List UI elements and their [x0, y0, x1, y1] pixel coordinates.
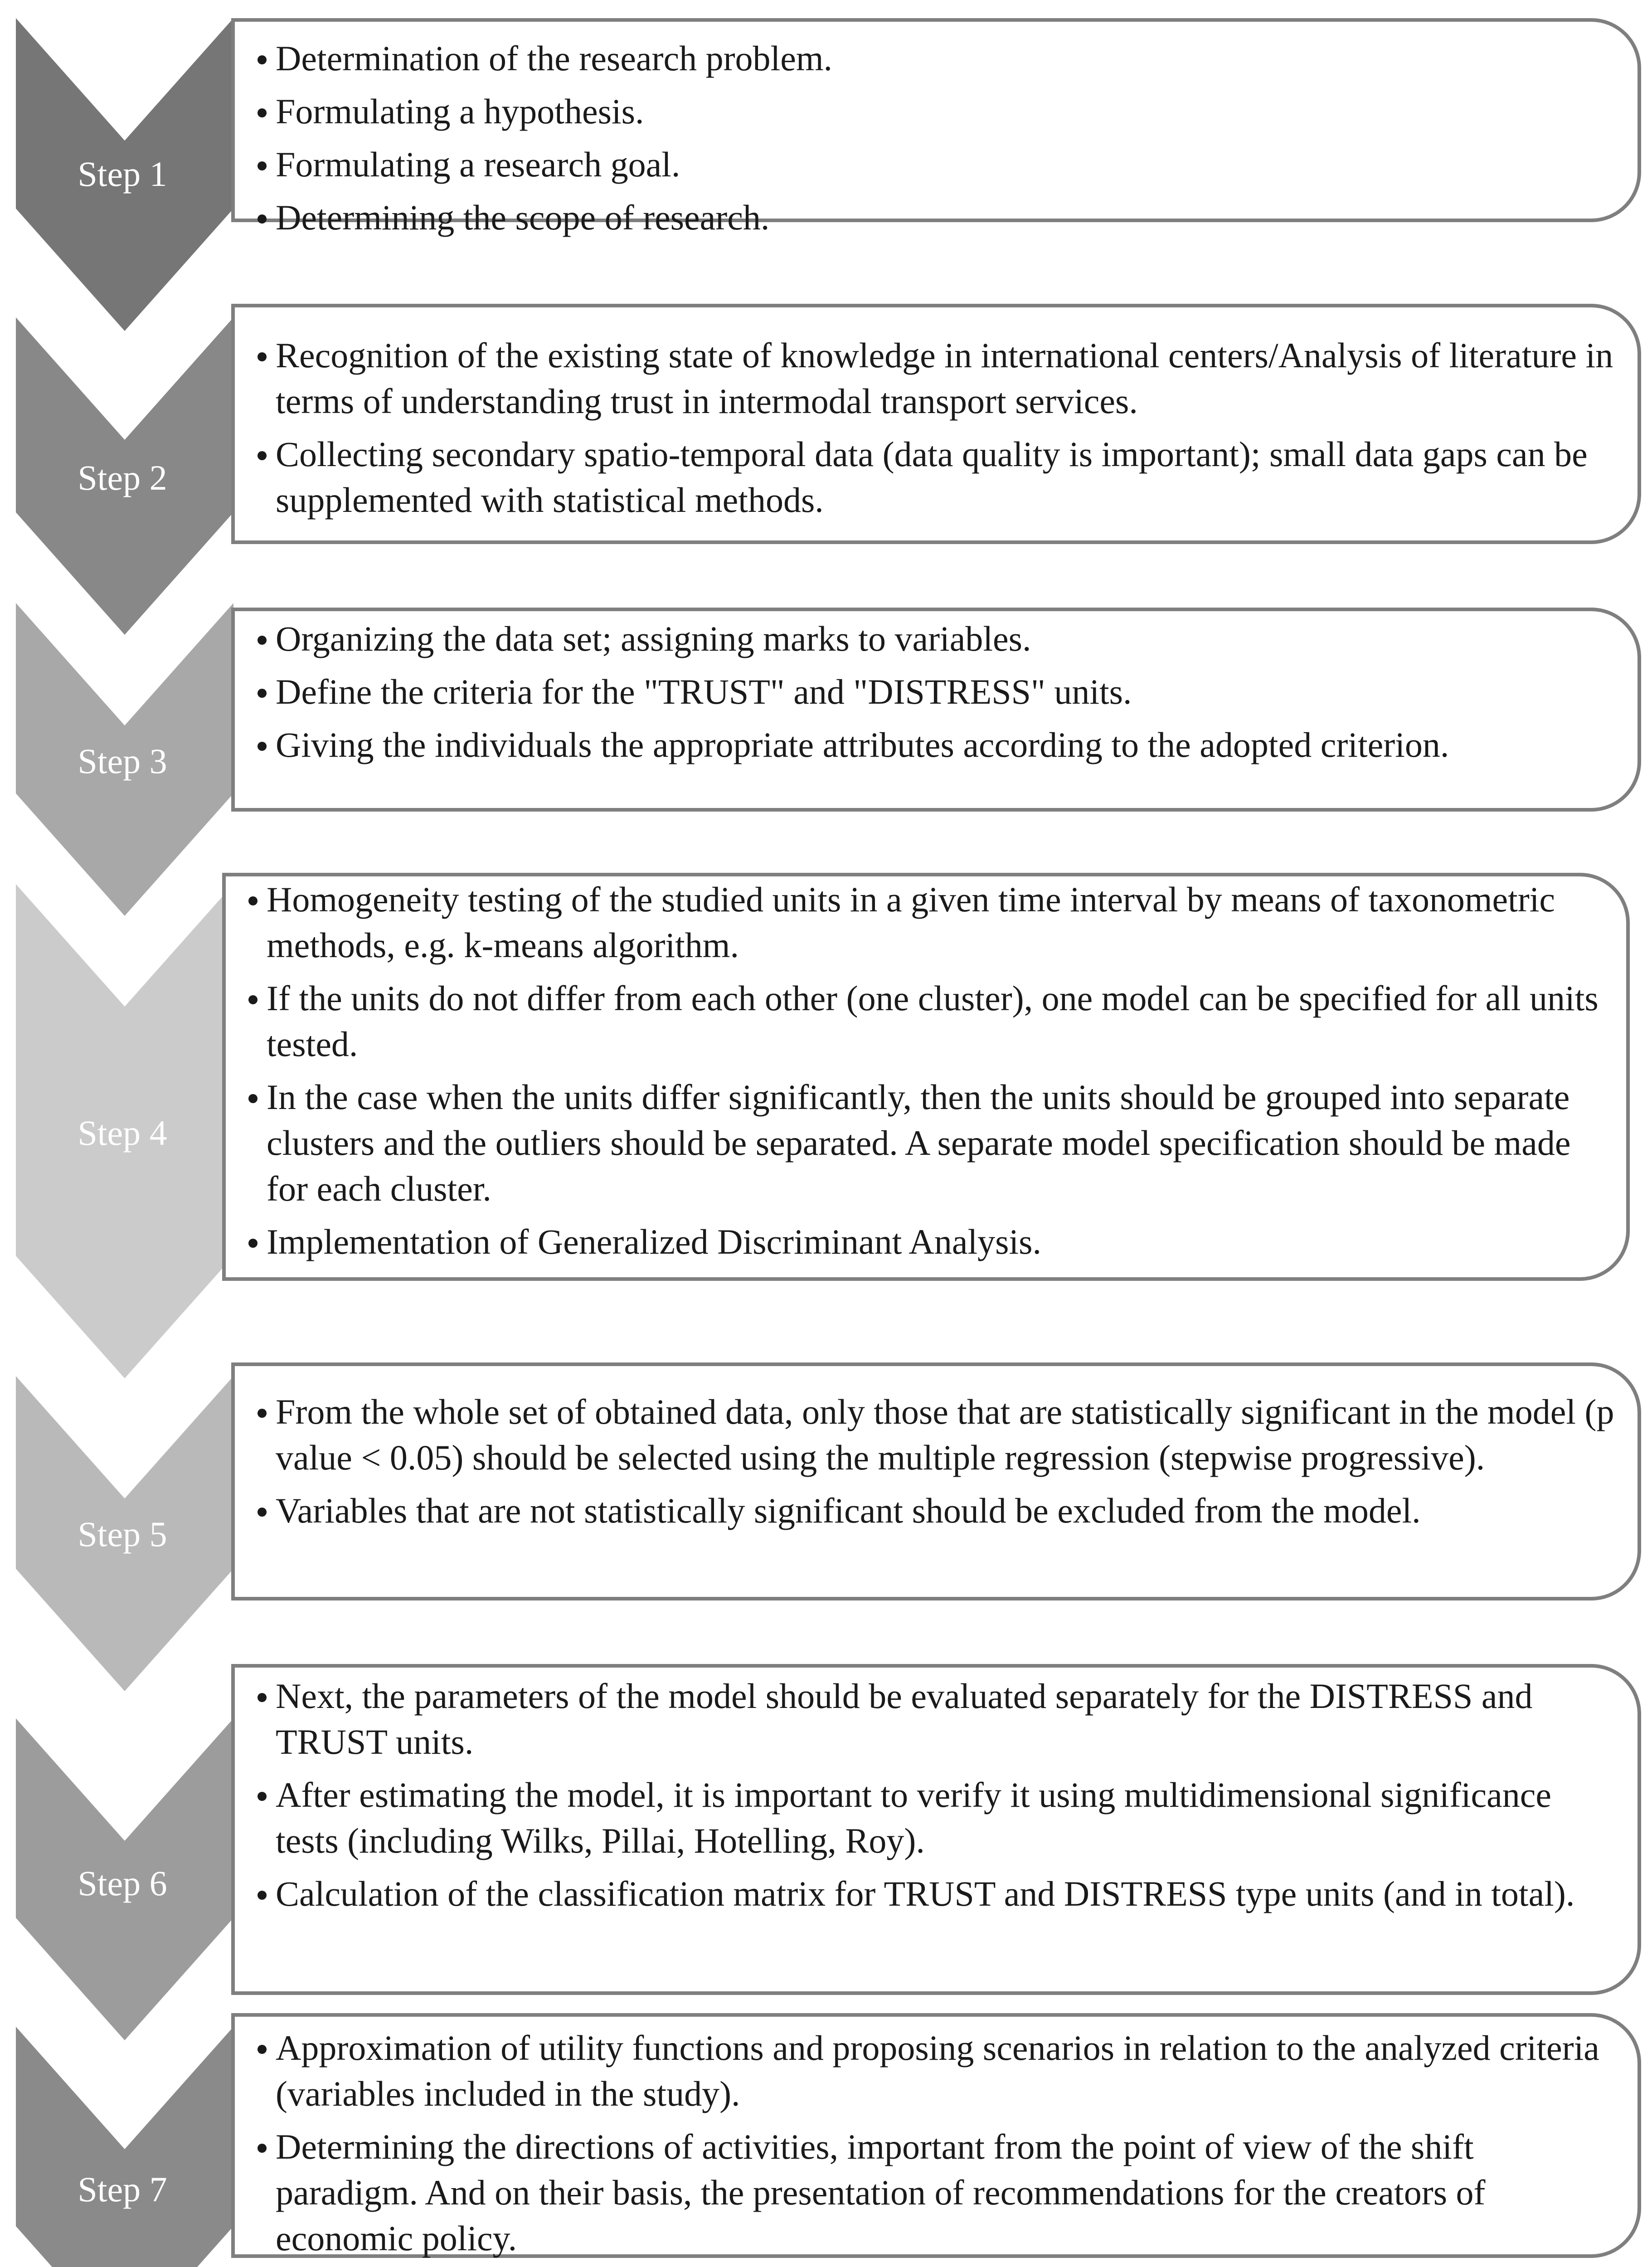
step-7-label: Step 7	[78, 2170, 167, 2209]
step-2-content-box	[231, 304, 1641, 544]
step-3-content-box	[231, 608, 1641, 812]
step-1-bullet-item: Formulating a research goal.	[258, 141, 1619, 187]
step-1-content-box	[231, 18, 1641, 237]
step-3-bullet-item: Giving the individuals the appropriate attributes according to the adopted criterion.	[258, 722, 1619, 768]
step-1-bullet-item: Determining the scope of research.	[258, 195, 1619, 240]
step-3-bullet-list	[258, 616, 1619, 768]
step-4-bullet-item: Implementation of Generalized Discriminant Analysis.	[248, 1219, 1608, 1265]
step-6-bullet-list	[258, 1673, 1619, 1917]
step-7-bullet-list	[258, 2025, 1619, 2261]
step-7-content-box	[231, 2013, 1641, 2258]
step-2-label: Step 2	[78, 458, 167, 497]
step-4-label: Step 4	[78, 1113, 167, 1153]
step-4-content-box	[222, 873, 1630, 1281]
step-6-bullet-item: Next, the parameters of the model should be evaluated separately for the DISTRESS and TRUST units.	[258, 1673, 1619, 1765]
step-6-label: Step 6	[78, 1863, 167, 1903]
step-6-bullet-item: After estimating the model, it is important to verify it using multidimensional significance tests (including Wilks, Pillai, Hotelling, Roy).	[258, 1772, 1619, 1863]
step-7-chevron-shape	[16, 2027, 233, 2267]
step-5-label: Step 5	[78, 1514, 167, 1554]
step-1-label: Step 1	[78, 154, 167, 194]
step-4-bullet-item: In the case when the units differ significantly, then the units should be grouped into separate clusters and the outliers should be separated. A separate model specification should be made for each cluster.	[248, 1074, 1608, 1211]
step-5-bullet-item: Variables that are not statistically significant should be excluded from the model.	[258, 1488, 1619, 1533]
step-2-bullet-list	[258, 332, 1619, 523]
step-4-bullet-item: If the units do not differ from each other (one cluster), one model can be specified for all units tested.	[248, 975, 1608, 1067]
step-3-bullet-item: Organizing the data set; assigning marks to variables.	[258, 616, 1619, 662]
step-7-bullet-item: Determining the directions of activities, important from the point of view of the shift paradigm. And on their basis, the presentation of recommendations for the creators of economic policy.	[258, 2124, 1619, 2261]
step-4-bullet-list	[248, 876, 1608, 1265]
step-6-content-box	[231, 1664, 1641, 1995]
step-7-chevron	[16, 2027, 233, 2267]
step-5-bullet-list	[258, 1389, 1619, 1533]
step-1-bullet-item: Formulating a hypothesis.	[258, 88, 1619, 134]
step-4-bullet-item: Homogeneity testing of the studied units in a given time interval by means of taxonometric methods, e.g. k-means algorithm.	[248, 876, 1608, 968]
step-5-content-box	[231, 1362, 1641, 1601]
step-3-bullet-item: Define the criteria for the "TRUST" and "DISTRESS" units.	[258, 669, 1619, 715]
step-3-label: Step 3	[78, 741, 167, 781]
step-5-bullet-item: From the whole set of obtained data, only those that are statistically significant in the model (p value < 0.05) should be selected using the multiple regression (stepwise progressive).	[258, 1389, 1619, 1480]
step-6-bullet-item: Calculation of the classification matrix for TRUST and DISTRESS type units (and in total).	[258, 1871, 1619, 1917]
step-2-bullet-item: Collecting secondary spatio-temporal data (data quality is important); small data gaps can be supplemented with statistical methods.	[258, 431, 1619, 523]
step-1-bullet-list	[258, 35, 1619, 240]
step-2-bullet-item: Recognition of the existing state of knowledge in international centers/Analysis of literature in terms of understanding trust in intermodal transport services.	[258, 332, 1619, 424]
step-7-bullet-item: Approximation of utility functions and proposing scenarios in relation to the analyzed criteria (variables included in the study).	[258, 2025, 1619, 2116]
step-1-bullet-item: Determination of the research problem.	[258, 35, 1619, 81]
